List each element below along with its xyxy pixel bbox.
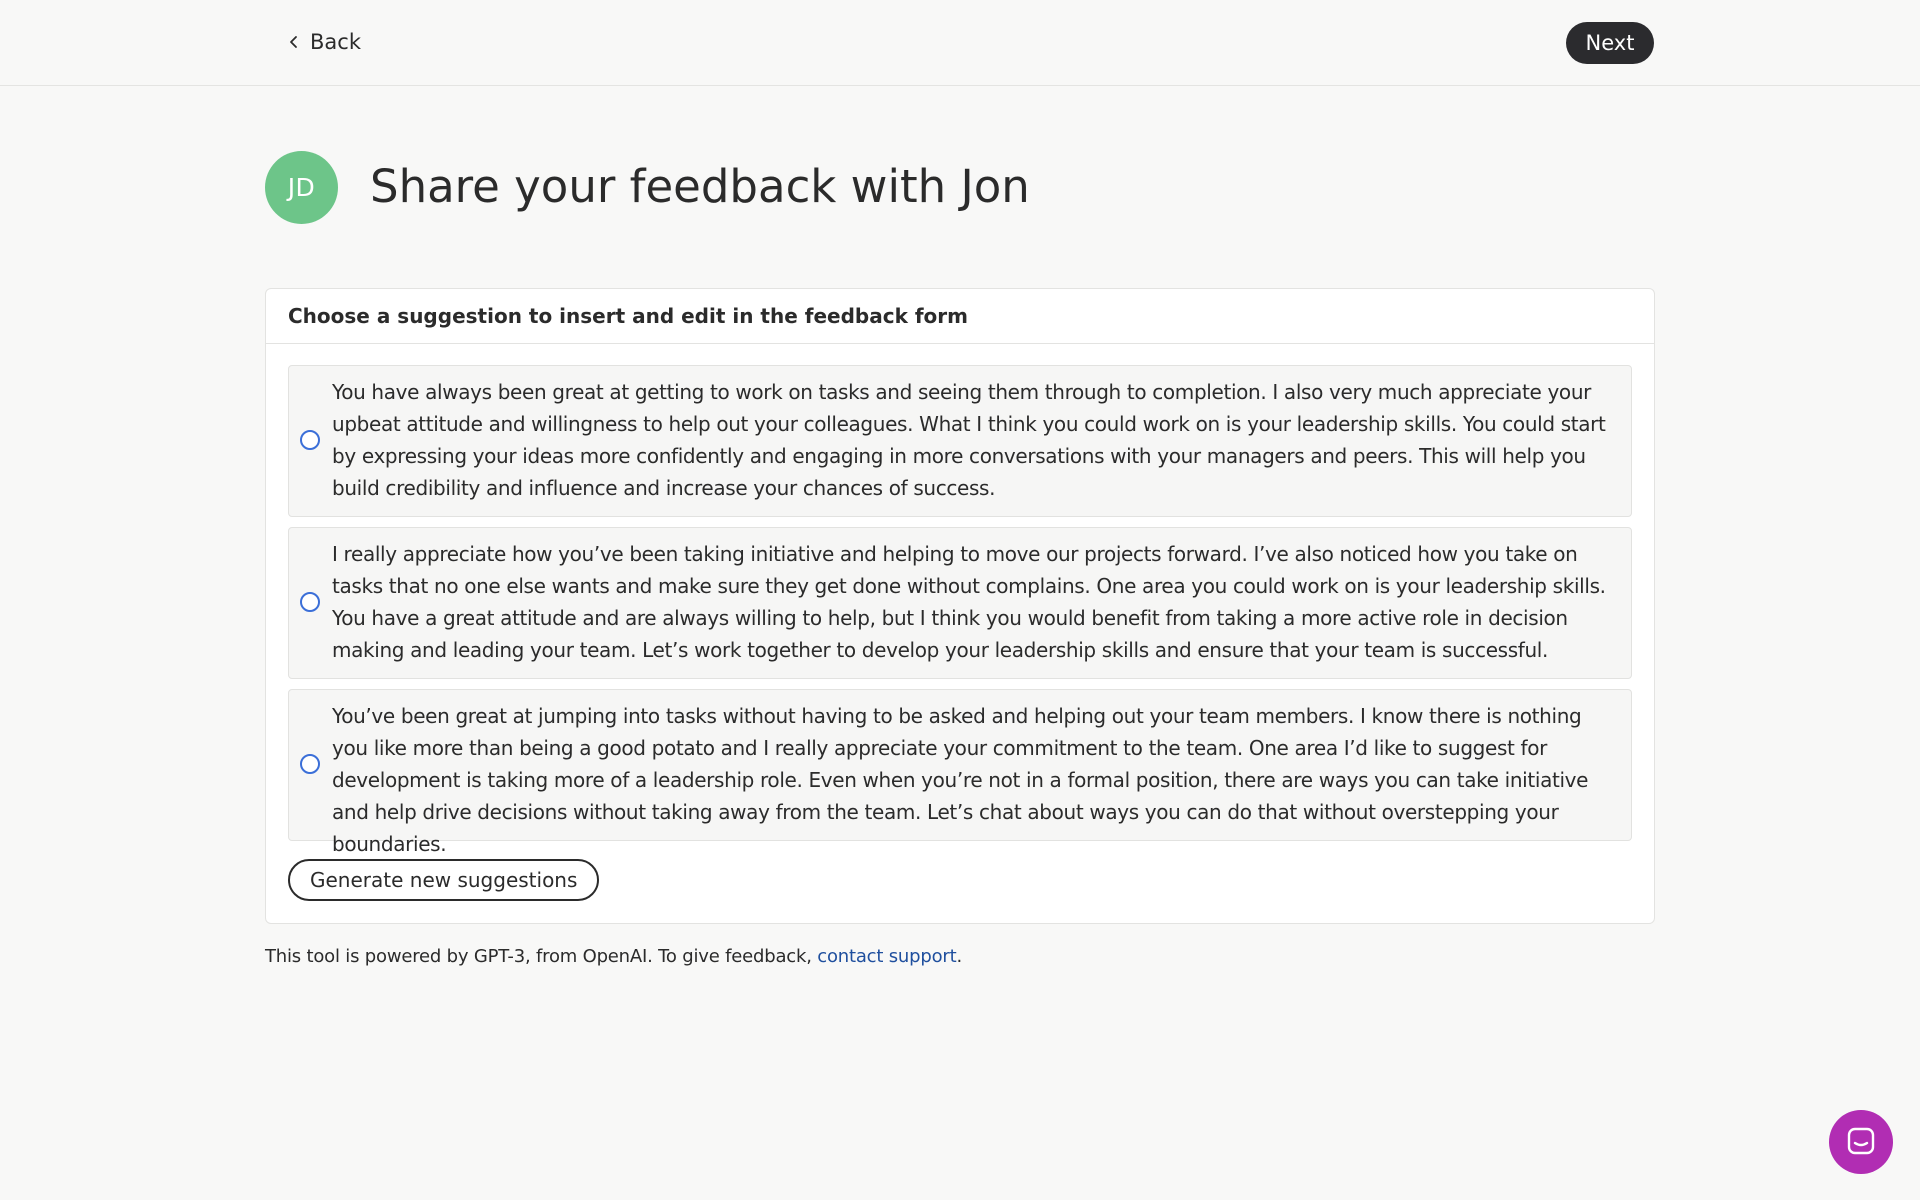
suggestion-option-1[interactable]: [288, 365, 1632, 517]
back-label: Back: [310, 30, 361, 54]
top-bar: [0, 0, 1920, 86]
page-title: Share your feedback with Jon: [370, 160, 1030, 213]
back-button[interactable]: [288, 22, 361, 62]
avatar: JD: [265, 151, 338, 224]
next-button[interactable]: Next: [1566, 22, 1654, 64]
radio-button[interactable]: [300, 592, 320, 612]
suggestion-text: I really appreciate how you’ve been taking initiative and helping to move our projects forward. I’ve also noticed how you take on tasks that no one else wants and make sure they get done without complains. One area you could work on is your leadership skills. You have a great attitude and are always willing to help, but I think you would benefit from taking a more active role in decision making and leading your team. Let’s work together to develop your leadership skills and ensure that your team is successful.: [332, 542, 1606, 662]
suggestions-card: [265, 288, 1655, 924]
suggestion-text: You’ve been great at jumping into tasks without having to be asked and helping out your team members. I know there is nothing you like more than being a good potato and I really appreciate your commitment to the team. One area I’d like to suggest for development is taking more of a leadership role. Even when you’re not in a formal position, there are ways you can take initiative and help drive decisions without taking away from the team. Let’s chat about ways you can do that without overstepping your boundaries.: [332, 704, 1589, 856]
radio-button[interactable]: [300, 430, 320, 450]
suggestions-heading: Choose a suggestion to insert and edit in the feedback form: [266, 289, 1654, 344]
footer-note-text: This tool is powered by GPT-3, from OpenAI. To give feedback,: [265, 946, 818, 967]
footer-note: [265, 946, 962, 967]
chat-widget-button[interactable]: [1829, 1110, 1893, 1174]
generate-suggestions-button[interactable]: Generate new suggestions: [288, 859, 599, 901]
footer-note-suffix: .: [956, 946, 962, 967]
radio-button[interactable]: [300, 754, 320, 774]
suggestion-option-2[interactable]: [288, 527, 1632, 679]
contact-support-link[interactable]: contact support: [817, 946, 957, 967]
suggestion-text: You have always been great at getting to work on tasks and seeing them through to completion. I also very much appreciate your upbeat attitude and willingness to help out your colleagues. What I think you could work on is your leadership skills. You could start by expressing your ideas more confidently and engaging in more conversations with your managers and peers. This will help you build credibility and influence and increase your chances of success.: [332, 380, 1606, 500]
suggestion-option-3[interactable]: [288, 689, 1632, 856]
chevron-left-icon: [288, 34, 300, 50]
chat-icon: [1846, 1126, 1876, 1159]
